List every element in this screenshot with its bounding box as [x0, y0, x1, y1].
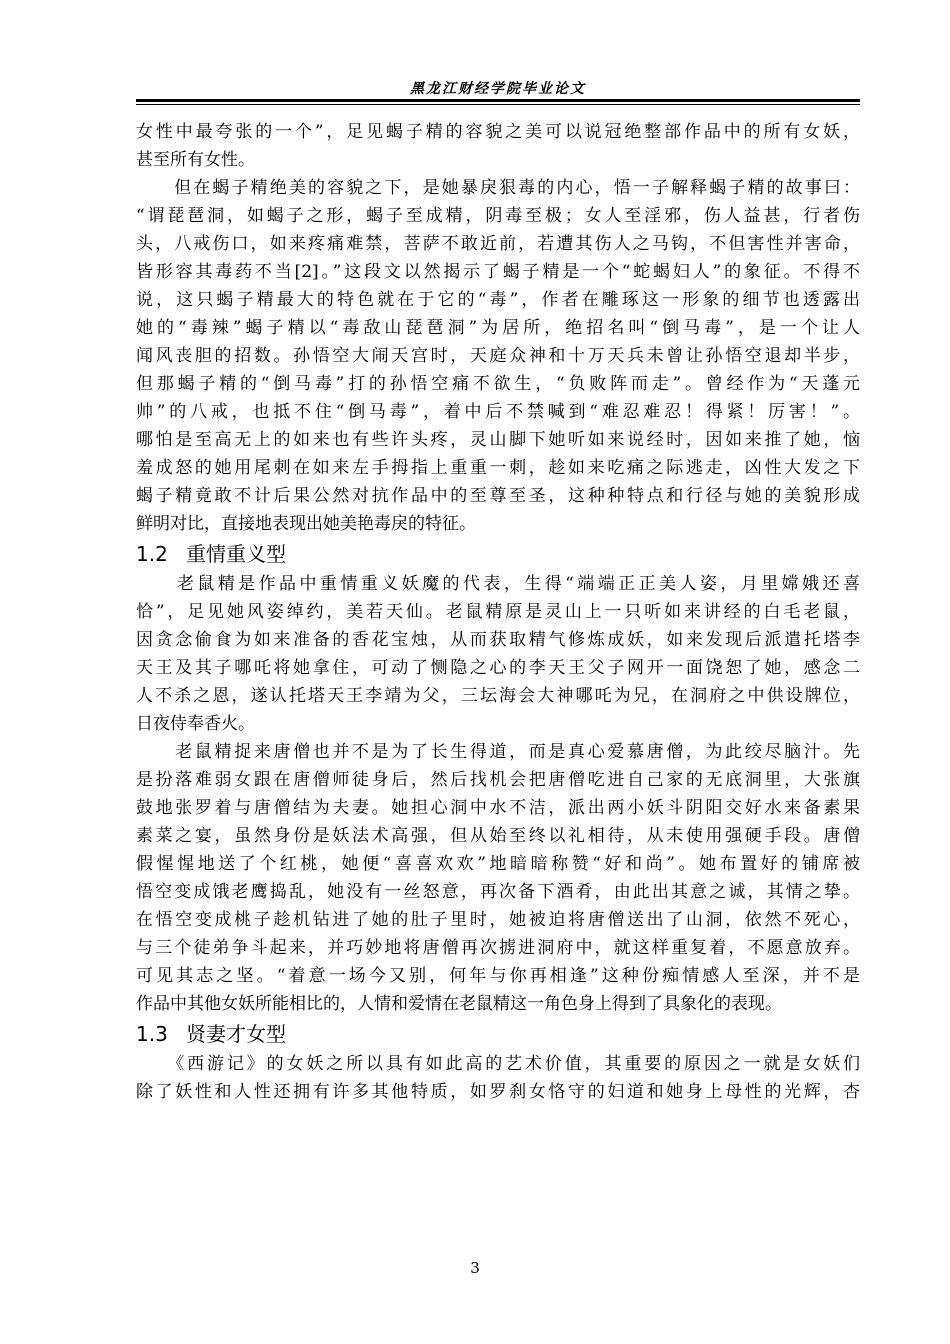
text-line: 日夜侍奉香火。 — [136, 714, 255, 734]
text-line: 老鼠精捉来唐僧也并不是为了长生得道，而是真心爱慕唐僧，为此绞尽脑汁。先 — [136, 742, 860, 762]
text-line: 《西游记》的女妖之所以具有如此高的艺术价值，其重要的原因之一就是女妖们 — [136, 1054, 860, 1074]
section-title: 重情重义型 — [186, 542, 286, 566]
running-header: 黑龙江财经学院毕业论文 — [410, 81, 586, 97]
paragraph — [136, 174, 860, 538]
paragraph — [136, 1050, 860, 1106]
text-line: 闻风丧胆的招数。孙悟空大闹天宫时，天庭众神和十万天兵未曾让孙悟空退却半步， — [136, 346, 860, 366]
section-heading — [136, 1018, 860, 1050]
text-line: 人不杀之恩，遂认托塔天王李靖为父，三坛海会大神哪吒为兄，在洞府之中供设牌位， — [136, 686, 860, 706]
text-line: 作品中其他女妖所能相比的，人情和爱情在老鼠精这一角色身上得到了具象化的表现。 — [136, 994, 782, 1014]
text-line: 天王及其子哪吒将她拿住，可动了恻隐之心的李天王父子网开一面饶恕了她，感念二 — [136, 658, 860, 678]
text-line: 但在蝎子精绝美的容貌之下，是她暴戾狠毒的内心，悟一子解释蝎子精的故事曰： — [136, 178, 860, 198]
section-heading — [136, 538, 860, 570]
text-line: 假惺惺地送了个红桃，她便“喜喜欢欢”地暗暗称赞“好和尚”。她布置好的铺席被 — [136, 854, 860, 874]
text-line: 说，这只蝎子精最大的特色就在于它的“毒”，作者在雕琢这一形象的细节也透露出 — [136, 290, 860, 310]
text-line: 羞成怒的她用尾刺在如来左手拇指上重重一刺，趁如来吃痛之际逃走，凶性大发之下 — [136, 458, 860, 478]
text-line: 鲜明对比，直接地表现出她美艳毒戾的特征。 — [136, 514, 476, 534]
text-line: 蝎子精竟敢不计后果公然对抗作品中的至尊至圣，这种种特点和行径与她的美貌形成 — [136, 486, 860, 506]
header-rule-thin — [136, 104, 860, 105]
header-rule-thick — [136, 99, 860, 102]
text-line: 除了妖性和人性还拥有许多其他特质，如罗刹女恪守的妇道和她身上母性的光辉，杏 — [136, 1082, 860, 1102]
paragraph — [136, 118, 860, 174]
text-line: 但那蝎子精的“倒马毒”打的孙悟空痛不欲生，“负败阵而走”。曾经作为“天蓬元 — [136, 374, 860, 394]
text-line: 头，八戒伤口，如来疼痛难禁，菩萨不敢近前，若遭其伤人之马钩，不但害性并害命， — [136, 234, 860, 254]
section-title: 贤妻才女型 — [186, 1022, 286, 1046]
paragraph — [136, 570, 860, 738]
text-line: 悟空变成饿老鹰捣乱，她没有一丝怒意，再次备下酒肴，由此出其意之诚，其情之挚。 — [136, 882, 860, 902]
text-line: 鼓地张罗着与唐僧结为夫妻。她担心洞中水不洁，派出两小妖斗阴阳交好水来备素果 — [136, 798, 860, 818]
text-line: 她的“毒辣”蝎子精以“毒敌山琵琶洞”为居所，绝招名叫“倒马毒”，是一个让人 — [136, 318, 860, 338]
section-number: 1.3 — [136, 1022, 168, 1046]
text-line: 在悟空变成桃子趁机钻进了她的肚子里时，她被迫将唐僧送出了山洞，依然不死心， — [136, 910, 860, 930]
text-line: 因贪念偷食为如来准备的香花宝烛，从而获取精气修炼成妖，如来发现后派遣托塔李 — [136, 630, 860, 650]
text-line: 女性中最夸张的一个”，足见蝎子精的容貌之美可以说冠绝整部作品中的所有女妖， — [136, 122, 860, 142]
text-line: 可见其志之坚。“着意一场今又别，何年与你再相逢”这种份痴情感人至深，并不是 — [136, 966, 860, 986]
text-line: 哪怕是至高无上的如来也有些许头疼，灵山脚下她听如来说经时，因如来推了她，恼 — [136, 430, 860, 450]
text-line: 帅”的八戒，也抵不住“倒马毒”，着中后不禁喊到“难忍难忍！得紧！厉害！”。 — [136, 402, 860, 422]
text-line: 是扮落难弱女跟在唐僧师徒身后，然后找机会把唐僧吃进自己家的无底洞里，大张旗 — [136, 770, 860, 790]
paragraph — [136, 738, 860, 1018]
section-number: 1.2 — [136, 542, 168, 566]
text-line: 与三个徒弟争斗起来，并巧妙地将唐僧再次掳进洞府中，就这样重复着，不愿意放弃。 — [136, 938, 860, 958]
page-number: 3 — [470, 1259, 480, 1277]
text-line: 甚至所有女性。 — [136, 150, 255, 170]
text-line: 皆形容其毒药不当[2]。”这段文以然揭示了蝎子精是一个“蛇蝎妇人”的象征。不得不 — [136, 262, 860, 282]
body-text — [136, 118, 860, 1106]
text-line: 素菜之宴，虽然身份是妖法术高强，但从始至终以礼相待，从未使用强硬手段。唐僧 — [136, 826, 860, 846]
text-line: “谓琵琶洞，如蝎子之形，蝎子至成精，阴毒至极；女人至淫邪，伤人益甚，行者伤 — [136, 206, 860, 226]
text-line: 老鼠精是作品中重情重义妖魔的代表，生得“端端正正美人姿，月里嫦娥还喜 — [136, 574, 860, 594]
text-line: 恰”，足见她风姿绰约，美若天仙。老鼠精原是灵山上一只听如来讲经的白毛老鼠， — [136, 602, 860, 622]
